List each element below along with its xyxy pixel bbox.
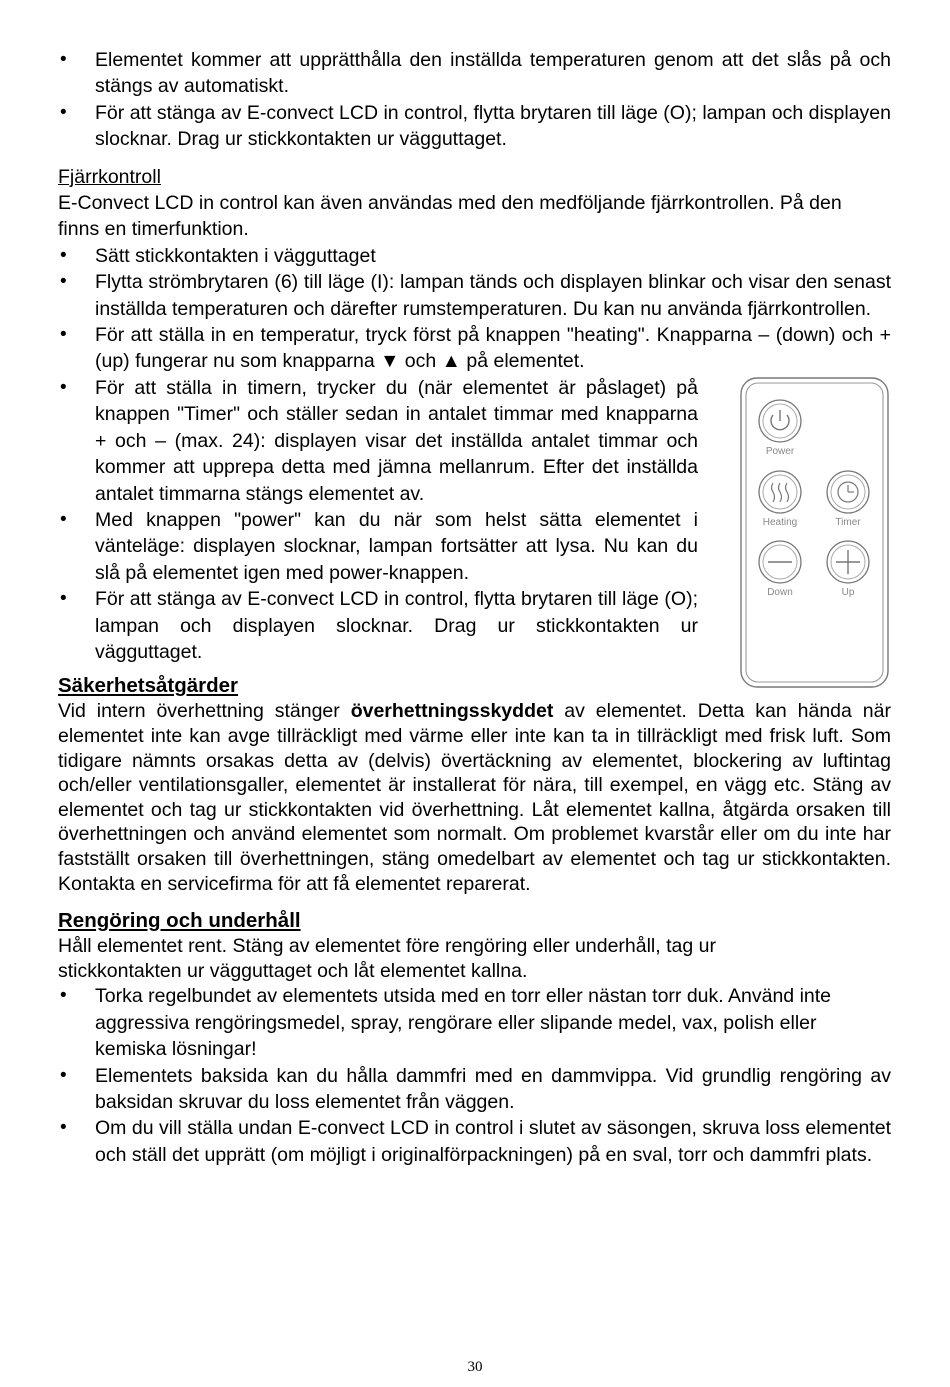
list-item: • Om du vill ställa undan E-convect LCD in control i slutet av säsongen, skruva loss elementet och ställ det upprätt (om möjligt i originalförpackningen) på en sval, torr och dammfri plats. bbox=[58, 1115, 891, 1168]
down-label: Down bbox=[767, 586, 793, 598]
remote-narrow-bullet-list bbox=[58, 375, 698, 665]
list-item: • Elementet kommer att upprätthålla den inställda temperaturen genom att det slås på och stängs av automatiskt. bbox=[58, 47, 891, 100]
cleaning-heading: Rengöring och underhåll bbox=[58, 909, 301, 933]
list-item: • Sätt stickkontakten i vägguttaget bbox=[58, 243, 891, 269]
up-label: Up bbox=[841, 586, 855, 598]
page-number: 30 bbox=[467, 1359, 483, 1375]
timer-label: Timer bbox=[835, 516, 861, 528]
safety-paragraph bbox=[58, 699, 891, 896]
heating-label: Heating bbox=[762, 516, 798, 528]
cleaning-bullet-list bbox=[58, 983, 891, 1168]
list-item: • Torka regelbundet av elementets utsida med en torr eller nästan torr duk. Använd inte aggressiva rengöringsmedel, spray, rengörare eller slipande medel, vax, polish eller kemiska lösningar! bbox=[58, 983, 891, 1062]
list-item: • Med knappen "power" kan du när som helst sätta elementet i vänteläge: displayen slocknar, lampan fortsätter att lysa. Nu kan du slå på elementet igen med power-knappen. bbox=[58, 507, 698, 586]
list-item: • Flytta strömbrytaren (6) till läge (I): lampan tänds och displayen blinkar och visar den senast inställda temperaturen och därefter rumstemperaturen. Du kan nu använda fjärrkontrollen. bbox=[58, 269, 891, 322]
power-label: Power bbox=[765, 445, 795, 457]
safety-text-after: av elementet. Detta kan hända när elementet inte kan avge tillräckligt med värme eller inte kan ta in tillräckligt med frisk luft. Som tidigare nämnts orsakas detta av (delvis) övertäckning av elementet, blockering av luftintag och/eller ventilationsgaller, elementet är installerat för nära, till exempel, en vägg etc. Stäng av elementet och tag ur stickkontakten vid överhettning. Låt elementet kallna, åtgärda orsaken till överhettningen och använd elementet som normalt. Om problemet kvarstår eller om du inte har fastställt orsaken till överhettningen, stäng omedelbart av elementet och tag ur stickkontakten. Kontakta en servicefirma för att få elementet reparerat. bbox=[58, 700, 891, 895]
list-item: • För att ställa in en temperatur, tryck först på knappen "heating". Knapparna – (down) och + (up) fungerar nu som knapparna ▼ och ▲ på elementet. bbox=[58, 322, 891, 375]
list-item: • För att stänga av E-convect LCD in control, flytta brytaren till läge (O); lampan och displayen slocknar. Drag ur stickkontakten ur vägguttaget. bbox=[58, 586, 698, 665]
safety-text-bold: överhettningsskyddet bbox=[350, 700, 554, 723]
list-item: • För att ställa in timern, trycker du (när elementet är påslaget) på knappen "Timer" och ställer sedan in antalet timmar med knapparna + och – (max. 24): displayen visar det inställda antalet timmar och kommer att upprepa detta med jämna mellanrum. Efter det inställda antalet timmarna stängs elementet av. bbox=[58, 375, 698, 507]
remote-control-illustration bbox=[740, 377, 890, 689]
safety-text-before: Vid intern överhettning stänger bbox=[58, 700, 351, 723]
intro-bullet-list bbox=[58, 47, 891, 153]
safety-heading: Säkerhetsåtgärder bbox=[58, 674, 239, 698]
remote-heading: Fjärrkontroll bbox=[58, 165, 161, 188]
remote-intro: E-Convect LCD in control kan även användas med den medföljande fjärrkontrollen. På den finns en timerfunktion. bbox=[58, 192, 842, 241]
list-item: • För att stänga av E-convect LCD in control, flytta brytaren till läge (O); lampan och displayen slocknar. Drag ur stickkontakten ur vägguttaget. bbox=[58, 100, 891, 153]
remote-section bbox=[58, 375, 891, 665]
remote-bullet-list bbox=[58, 243, 891, 375]
document-page bbox=[58, 47, 891, 1168]
list-item: • Elementets baksida kan du hålla dammfri med en dammvippa. Vid grundlig rengöring av baksidan skruvar du loss elementet från väggen. bbox=[58, 1063, 891, 1116]
cleaning-intro: Håll elementet rent. Stäng av elementet före rengöring eller underhåll, tag ur stickkontakten ur vägguttaget och låt elementet kallna. bbox=[58, 935, 716, 982]
